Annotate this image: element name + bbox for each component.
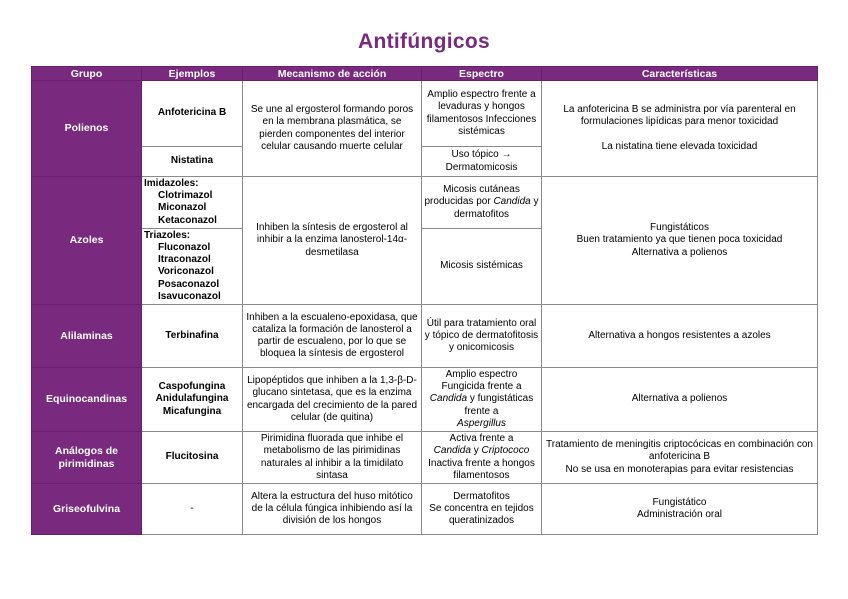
drug-name: Ketaconazol [158, 214, 217, 226]
features-line: Administración oral [636, 509, 723, 521]
features-equinocandinas: Alternativa a polienos [542, 368, 818, 432]
mechanism-analogos: Pirimidina fluorada que inhibe el metabolismo de las pirimidinas naturales al inhibir a la timidilato sintasa [243, 432, 422, 484]
features-line: La nistatina tiene elevada toxicidad [601, 140, 758, 152]
features-line: Buen tratamiento ya que tienen poca toxicidad [576, 234, 783, 246]
features-griseofulvina [542, 484, 818, 535]
example-nistatina: Nistatina [142, 147, 243, 177]
example-griseofulvina: - [142, 484, 243, 535]
group-analogos-pirimidinas: Análogos de pirimidinas [32, 432, 142, 484]
antifungal-table [31, 66, 818, 535]
drug-name: Micafungina [162, 405, 222, 417]
features-line: Fungistáticos [650, 222, 709, 234]
example-terbinafina: Terbinafina [142, 305, 243, 368]
example-anfotericina: Anfotericina B [142, 81, 243, 147]
table-row [32, 484, 818, 535]
header-mecanismo: Mecanismo de acción [243, 67, 422, 81]
drug-name: Fluconazol [158, 242, 211, 254]
features-azoles [542, 177, 818, 305]
features-polienos [542, 81, 818, 177]
spectrum-text: Dermatofitos [453, 490, 510, 502]
drug-name: Clotrimazol [158, 190, 213, 202]
page-title: Antifúngicos [358, 30, 490, 53]
spectrum-text: Micosis cutáneas producidas por [424, 184, 520, 208]
drug-name: Caspofungina [158, 381, 226, 393]
drug-name: Voriconazol [158, 266, 214, 278]
drug-name: Itraconazol [158, 254, 211, 266]
spectrum-text: Fungicida frente a [441, 381, 522, 393]
spectrum-text: Activa frente a [449, 433, 514, 445]
spectrum-text: y dermatofitos [453, 196, 539, 220]
mechanism-griseofulvina: Altera la estructura del huso mitótico de la célula fúngica inhibiendo así la división de los hongos [243, 484, 422, 535]
group-equinocandinas: Equinocandinas [32, 368, 142, 432]
example-equinocandinas [142, 368, 243, 432]
features-line: Fungistático [652, 496, 707, 508]
group-alilaminas: Alilaminas [32, 305, 142, 368]
features-line: Alternativa a polienos [631, 246, 728, 258]
header-ejemplos: Ejemplos [142, 67, 243, 81]
table-row [32, 305, 818, 368]
group-azoles: Azoles [32, 177, 142, 305]
features-line: Tratamiento de meningitis criptocócicas en combinación con anfotericina B [546, 439, 813, 463]
table-row [32, 81, 818, 147]
organism-name: Candida [429, 393, 468, 405]
mechanism-alilaminas: Inhiben a la escualeno-epoxidasa, que cataliza la formación de lanosterol a partir de escualeno, por lo que se bloquea la síntesis de ergosterol [243, 305, 422, 368]
spectrum-polienos-2: Uso tópico → Dermatomicosis [422, 147, 542, 177]
spectrum-azoles-1 [422, 177, 542, 229]
spectrum-equinocandinas [422, 368, 542, 432]
header-espectro: Espectro [422, 67, 542, 81]
features-line: La anfotericina B se administra por vía parenteral en formulaciones lipídicas para menor toxicidad [563, 104, 796, 128]
example-flucitosina: Flucitosina [142, 432, 243, 484]
header-grupo: Grupo [32, 67, 142, 81]
features-alilaminas: Alternativa a hongos resistentes a azoles [542, 305, 818, 368]
spectrum-alilaminas: Útil para tratamiento oral y tópico de dermatofitosis y onicomicosis [422, 305, 542, 368]
spectrum-text: y [473, 445, 479, 457]
table-row [32, 368, 818, 432]
table-row [32, 177, 818, 229]
spectrum-azoles-2: Micosis sistémicas [422, 228, 542, 304]
features-analogos [542, 432, 818, 484]
organism-name: Criptococo [481, 445, 530, 457]
organism-name: Aspergillus [457, 417, 506, 429]
example-triazoles [142, 228, 243, 304]
spectrum-text: Inactiva frente a hongos filamentosos [428, 457, 535, 481]
mechanism-polienos: Se une al ergosterol formando poros en la membrana plasmática, se pierden componentes del interior celular causando muerte celular [243, 81, 422, 177]
drug-name: Miconazol [158, 202, 207, 214]
drug-name: Anidulafungina [155, 393, 229, 405]
spectrum-polienos-1: Amplio espectro frente a levaduras y hongos filamentosos Infecciones sistémicas [422, 81, 542, 147]
spectrum-griseofulvina [422, 484, 542, 535]
spectrum-text: Amplio espectro [445, 369, 518, 381]
organism-name: Candida [433, 445, 471, 457]
drug-name: Isavuconazol [158, 290, 221, 302]
organism-name: Candida [493, 196, 531, 208]
mechanism-equinocandinas: Lipopéptidos que inhiben a la 1,3-β-D-glucano sintetasa, que es la enzima encargada del crecimiento de la pared celular (de quitina) [243, 368, 422, 432]
group-polienos: Polienos [32, 81, 142, 177]
features-line: No se usa en monoterapias para evitar resistencias [565, 463, 794, 475]
header-caracteristicas: Características [542, 67, 818, 81]
spectrum-text: y fungistáticas frente a [464, 393, 534, 417]
imidazoles-label: Imidazoles: [144, 178, 199, 189]
example-imidazoles [142, 177, 243, 229]
mechanism-azoles: Inhiben la síntesis de ergosterol al inhibir a la enzima lanosterol-14α-desmetilasa [243, 177, 422, 305]
spectrum-text: Se concentra en tejidos queratinizados [429, 502, 534, 527]
triazoles-label: Triazoles: [144, 229, 191, 241]
spectrum-analogos [422, 432, 542, 484]
header-row [32, 67, 818, 81]
table-row [32, 432, 818, 484]
drug-name: Posaconazol [158, 278, 220, 290]
group-griseofulvina: Griseofulvina [32, 484, 142, 535]
